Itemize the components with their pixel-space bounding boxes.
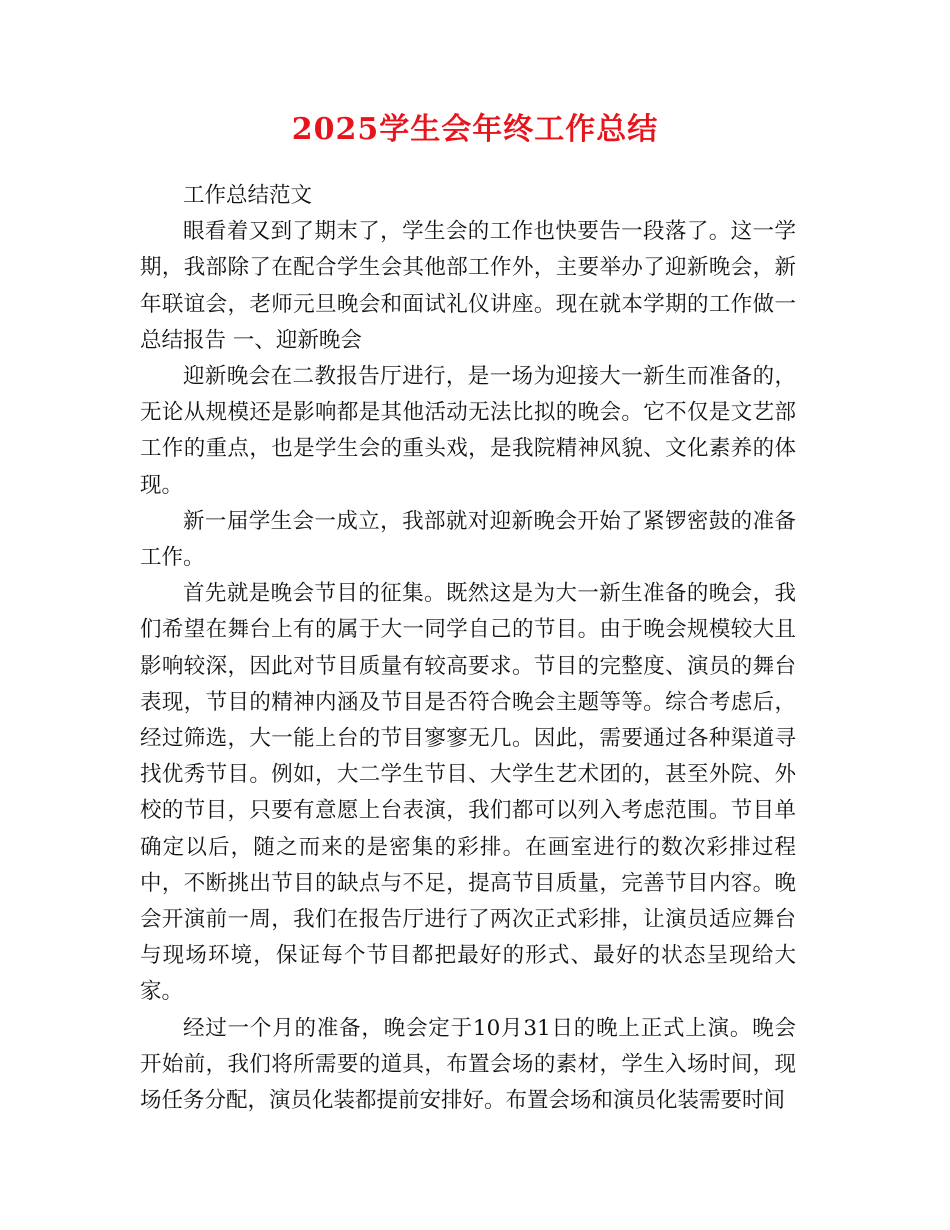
paragraph: 迎新晚会在二教报告厅进行，是一场为迎接大一新生而准备的，无论从规模还是影响都是其他活动无法比拟的晚会。它不仅是文艺部工作的重点，也是学生会的重头戏，是我院精神风貌、文化素养的体现。 [140,364,796,498]
paragraph: 经过一个月的准备，晚会定于10月31日的晚上正式上演。晚会开始前，我们将所需要的道具，布置会场的素材，学生入场时间，现场任务分配，演员化装都提前安排好。布置会场和演员化装需要时间 [140,1015,796,1114]
document-body [140,178,796,1119]
paragraph: 新一届学生会一成立，我部就对迎新晚会开始了紧锣密鼓的准备工作。 [140,508,796,571]
paragraph: 首先就是晚会节目的征集。既然这是为大一新生准备的晚会，我们希望在舞台上有的属于大一同学自己的节目。由于晚会规模较大且影响较深，因此对节目质量有较高要求。节目的完整度、演员的舞台表现，节目的精神内涵及节目是否符合晚会主题等等。综合考虑后，经过筛选，大一能上台的节目寥寥无几。因此，需要通过各种渠道寻找优秀节目。例如，大二学生节目、大学生艺术团的，甚至外院、外校的节目，只要有意愿上台表演，我们都可以列入考虑范围。节目单确定以后，随之而来的是密集的彩排。在画室进行的数次彩排过程中，不断挑出节目的缺点与不足，提高节目质量，完善节目内容。晚会开演前一周，我们在报告厅进行了两次正式彩排，让演员适应舞台与现场环境，保证每个节目都把最好的形式、最好的状态呈现给大家。 [140,581,796,1005]
paragraph-subtitle: 工作总结范文 [183,183,313,208]
paragraph: 眼看着又到了期末了，学生会的工作也快要告一段落了。这一学期，我部除了在配合学生会其他部工作外，主要举办了迎新晚会，新年联谊会，老师元旦晚会和面试礼仪讲座。现在就本学期的工作做一总结报告 一、迎新晚会 [140,219,796,353]
document-title: 2025学生会年终工作总结 [291,112,659,147]
